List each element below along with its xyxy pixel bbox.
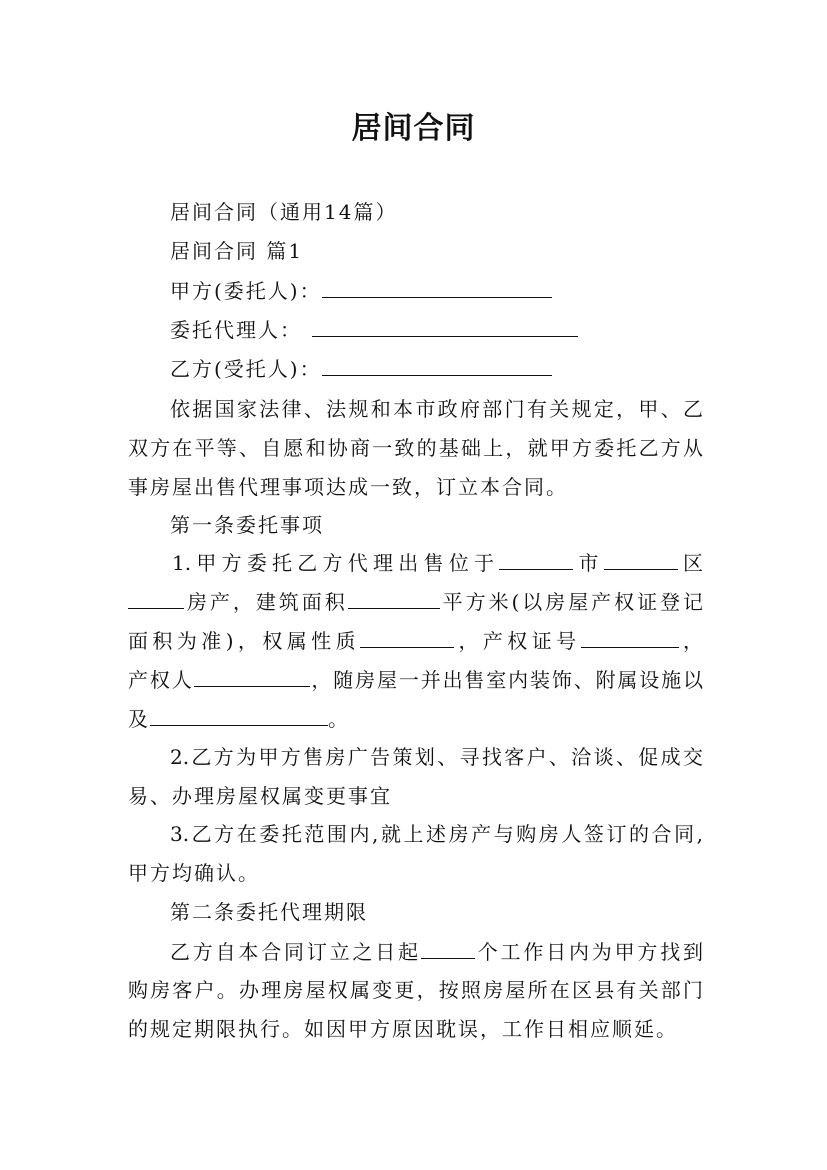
agent-row — [170, 317, 703, 342]
item1-text-3: 区 — [677, 551, 704, 575]
area-blank — [348, 589, 440, 609]
item1-text-7: ，产权证号 — [454, 629, 581, 653]
item1-line-2 — [128, 589, 703, 614]
party-b-row — [170, 356, 703, 381]
certificate-number-blank — [581, 628, 679, 648]
party-b-label: 乙方(受托人)： — [170, 357, 322, 381]
item1-line-4 — [128, 667, 703, 692]
owner-blank — [194, 667, 310, 687]
article2-heading: 第二条委托代理期限 — [170, 900, 368, 924]
item1-text-4: 房产，建筑面积 — [184, 590, 348, 614]
item1-text-6: 面积为准)，权属性质 — [128, 629, 361, 653]
workdays-blank — [421, 939, 475, 959]
item2-line-1: 2.乙方为甲方售房广告策划、寻找客户、洽谈、促成交 — [170, 745, 703, 769]
intro-line-3: 事房屋出售代理事项达成一致，订立本合同。 — [128, 475, 568, 499]
property-blank — [128, 589, 184, 609]
item1-text-1: 1.甲方委托乙方代理出售位于 — [172, 551, 500, 575]
party-a-blank — [322, 278, 552, 298]
party-a-label: 甲方(委托人)： — [170, 279, 322, 303]
intro-line-2: 双方在平等、自愿和协商一致的基础上，就甲方委托乙方从 — [128, 436, 703, 460]
document-title: 居间合同 — [351, 111, 476, 146]
item1-text-10: ，随房屋一并出售室内装饰、附属设施以 — [309, 668, 704, 692]
item1-line-5 — [128, 706, 703, 731]
item3-line-2: 甲方均确认。 — [128, 861, 260, 885]
party-b-blank — [322, 356, 552, 376]
facilities-blank — [150, 706, 328, 726]
article2-line-2: 购房客户。办理房屋权属变更，按照房屋所在区县有关部门 — [128, 978, 703, 1002]
article2-line-1 — [170, 939, 703, 964]
item2-line-2: 易、办理房屋权属变更事宜 — [128, 784, 392, 808]
agent-label: 委托代理人： — [170, 318, 302, 342]
article1-heading: 第一条委托事项 — [170, 513, 324, 537]
item1-text-9: 产权人 — [128, 668, 194, 692]
item1-text-5: 平方米(以房屋产权证登记 — [439, 590, 704, 614]
item1-line-3 — [128, 628, 703, 653]
party-a-row — [170, 278, 703, 303]
item1-text-12: 。 — [328, 707, 350, 731]
item1-text-2: 市 — [573, 551, 604, 575]
item1-line-1 — [172, 550, 703, 575]
district-blank — [604, 550, 678, 570]
city-blank — [499, 550, 573, 570]
item3-line-1: 3.乙方在委托范围内,就上述房产与购房人签订的合同, — [170, 822, 703, 846]
agent-blank — [312, 317, 578, 337]
article2-text-1: 乙方自本合同订立之日起 — [170, 940, 421, 964]
article2-text-2: 个工作日内为甲方找到 — [474, 940, 704, 964]
item1-text-11: 及 — [128, 707, 150, 731]
article2-line-3: 的规定期限执行。如因甲方原因耽误，工作日相应顺延。 — [128, 1017, 678, 1041]
item1-text-8: ， — [678, 629, 704, 653]
intro-line-1: 依据国家法律、法规和本市政府部门有关规定，甲、乙 — [170, 397, 703, 421]
section-heading: 居间合同 篇1 — [170, 239, 304, 263]
document-subtitle: 居间合同（通用14篇） — [170, 200, 398, 224]
ownership-nature-blank — [360, 628, 454, 648]
